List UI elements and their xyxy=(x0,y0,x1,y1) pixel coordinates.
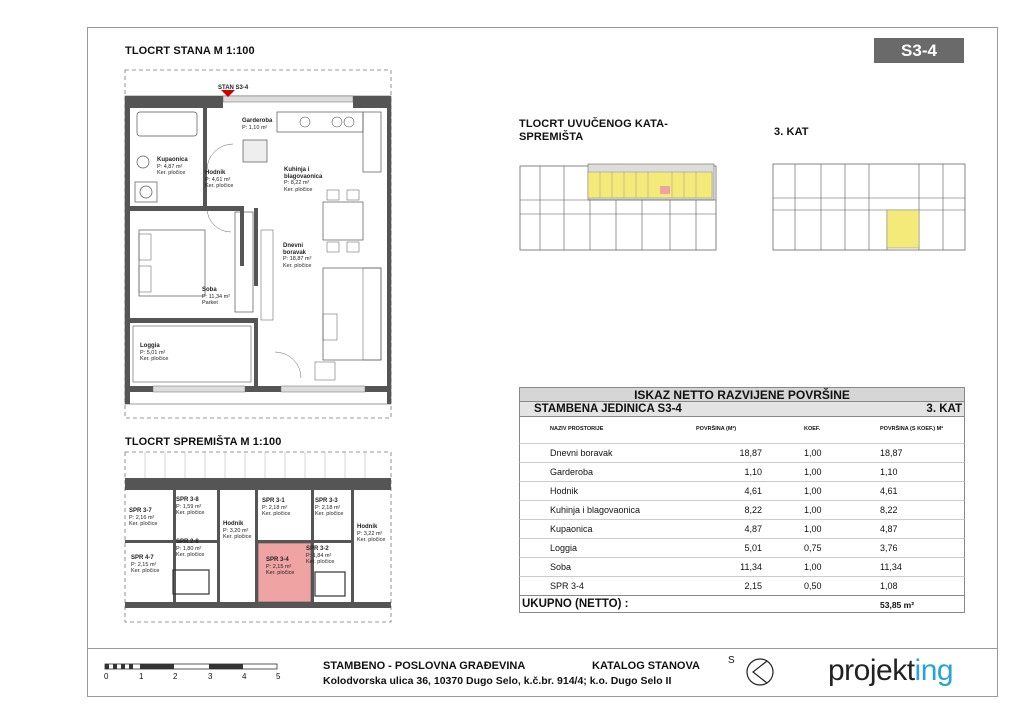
total-value: 53,85 m² xyxy=(880,600,915,610)
cell-name: Loggia xyxy=(550,543,578,553)
floor-3-keyplan xyxy=(773,160,967,252)
storage-floor-plan xyxy=(125,452,393,624)
cell-area: 2,15 xyxy=(744,581,762,591)
storage-label-hodnik-2: Hodnik P: 3,22 m² Ker. pločice xyxy=(357,524,386,543)
cell-weighted: 1,10 xyxy=(880,467,898,477)
table-row xyxy=(519,443,965,462)
table-row xyxy=(519,481,965,500)
cell-coef: 1,00 xyxy=(804,505,822,515)
room-label-kuhinja: Kuhinja i blagovaonica P: 8,22 m² Ker. pločice xyxy=(284,167,323,193)
area-table-total xyxy=(519,595,965,613)
cell-name: Soba xyxy=(550,562,572,572)
table-row xyxy=(519,576,965,595)
total-label: UKUPNO (NETTO) : xyxy=(522,598,629,610)
storage-label-spr-3-3: SPR 3-3 P: 2,18 m² Ker. pločice xyxy=(315,498,344,517)
storage-label-spr-2-8: SPR 2-8 P: 1,80 m² Ker. pločice xyxy=(176,539,205,558)
scale-tick-0: 0 xyxy=(104,672,109,681)
room-label-hodnik: Hodnik P: 4,61 m² Ker. pločice xyxy=(205,170,234,189)
cell-coef: 1,00 xyxy=(804,524,822,534)
cell-weighted: 3,76 xyxy=(880,543,898,553)
cell-coef: 1,00 xyxy=(804,448,822,458)
cell-area: 1,10 xyxy=(744,467,762,477)
table-row xyxy=(519,462,965,481)
area-table-title: ISKAZ NETTO RAZVIJENE POVRŠINE xyxy=(519,387,965,402)
storage-label-spr-3-4: SPR 3-4 P: 2,15 m² Ker. pločice xyxy=(266,557,295,576)
table-row xyxy=(519,500,965,519)
footer-project: STAMBENO - POSLOVNA GRAĐEVINA xyxy=(323,660,526,672)
cell-coef: 0,50 xyxy=(804,581,822,591)
storage-label-hodnik-1: Hodnik P: 3,20 m² Ker. pločice xyxy=(223,521,252,540)
room-label-soba: Soba P: 11,34 m² Parket xyxy=(202,287,231,306)
setback-floor-keyplan xyxy=(520,160,720,252)
floor-3-title: 3. KAT xyxy=(774,126,809,138)
room-label-kupaonica: Kupaonica P: 4,87 m² Ker. pločice xyxy=(157,157,188,176)
cell-weighted: 8,22 xyxy=(880,505,898,515)
cell-weighted: 18,87 xyxy=(880,448,903,458)
storage-label-spr-3-1: SPR 3-1 P: 2,18 m² Ker. pločice xyxy=(262,498,291,517)
storage-label-spr-3-2: SPR 3-2 P: 1,84 m² Ker. pločice xyxy=(306,546,335,565)
scale-tick-4: 4 xyxy=(242,672,247,681)
footer-divider xyxy=(87,648,998,649)
storage-label-spr-4-7: SPR 4-7 P: 2,15 m² Ker. pločice xyxy=(131,555,160,574)
header-name: NAZIV PROSTORIJE xyxy=(550,426,604,432)
cell-coef: 1,00 xyxy=(804,486,822,496)
header-weighted: POVRŠINA (S KOEF.) M² xyxy=(880,426,944,432)
setback-floor-title: TLOCRT UVUČENOG KATA-SPREMIŠTA xyxy=(519,118,668,143)
table-row xyxy=(519,538,965,557)
cell-weighted: 1,08 xyxy=(880,581,898,591)
cell-area: 8,22 xyxy=(744,505,762,515)
cell-area: 18,87 xyxy=(739,448,762,458)
cell-name: Hodnik xyxy=(550,486,579,496)
footer-address: Kolodvorska ulica 36, 10370 Dugo Selo, k.č.br. 914/4; k.o. Dugo Selo II xyxy=(323,675,672,687)
cell-area: 4,87 xyxy=(744,524,762,534)
table-row xyxy=(519,557,965,576)
cell-area: 11,34 xyxy=(740,562,762,572)
storage-label-spr-3-7: SPR 3-7 P: 2,16 m² Ker. pločice xyxy=(129,508,158,527)
scale-tick-5: 5 xyxy=(276,672,281,681)
area-table-floor: 3. KAT xyxy=(926,403,962,415)
scale-tick-1: 1 xyxy=(139,672,144,681)
floor-plan-title: TLOCRT STANA M 1:100 xyxy=(125,45,255,57)
sheet-code-badge: S3-4 xyxy=(874,38,964,63)
cell-coef: 1,00 xyxy=(804,562,822,572)
area-table-body xyxy=(519,443,965,595)
room-label-loggia: Loggia P: 5,01 m² Ker. pločice xyxy=(140,343,169,362)
brand-logo: projekting xyxy=(828,654,954,687)
area-table xyxy=(519,387,965,613)
cell-weighted: 4,87 xyxy=(880,524,898,534)
cell-name: Kuhinja i blagovaonica xyxy=(550,505,641,515)
scale-bar xyxy=(100,660,290,674)
table-row xyxy=(519,519,965,538)
area-table-unit-row xyxy=(519,402,965,417)
area-table-unit: STAMBENA JEDINICA S3-4 xyxy=(534,403,682,415)
cell-name: Kupaonica xyxy=(550,524,593,534)
cell-area: 5,01 xyxy=(744,543,762,553)
cell-name: Dnevni boravak xyxy=(550,448,613,458)
header-area: POVRŠINA (M²) xyxy=(696,426,737,432)
north-letter: S xyxy=(728,655,735,666)
footer-catalog: KATALOG STANOVA xyxy=(592,660,700,672)
area-table-header xyxy=(519,417,965,443)
storage-label-spr-3-8: SPR 3-8 P: 1,59 m² Ker. pločice xyxy=(176,497,205,516)
cell-weighted: 11,34 xyxy=(880,562,902,572)
header-coef: KOEF. xyxy=(804,426,821,432)
north-arrow-icon xyxy=(745,657,775,687)
cell-area: 4,61 xyxy=(744,486,762,496)
scale-tick-3: 3 xyxy=(208,672,213,681)
storage-plan-title: TLOCRT SPREMIŠTA M 1:100 xyxy=(125,436,282,448)
cell-coef: 1,00 xyxy=(804,467,822,477)
cell-coef: 0,75 xyxy=(804,543,822,553)
entry-label: STAN S3-4 xyxy=(218,85,249,91)
room-label-dnevni-boravak: Dnevni boravak P: 18,87 m² Ker. pločice xyxy=(283,243,312,269)
cell-name: SPR 3-4 xyxy=(550,581,585,591)
room-label-garderoba: Garderoba P: 1,10 m² xyxy=(242,118,273,131)
scale-tick-2: 2 xyxy=(173,672,178,681)
cell-name: Garderoba xyxy=(550,467,594,477)
cell-weighted: 4,61 xyxy=(880,486,898,496)
